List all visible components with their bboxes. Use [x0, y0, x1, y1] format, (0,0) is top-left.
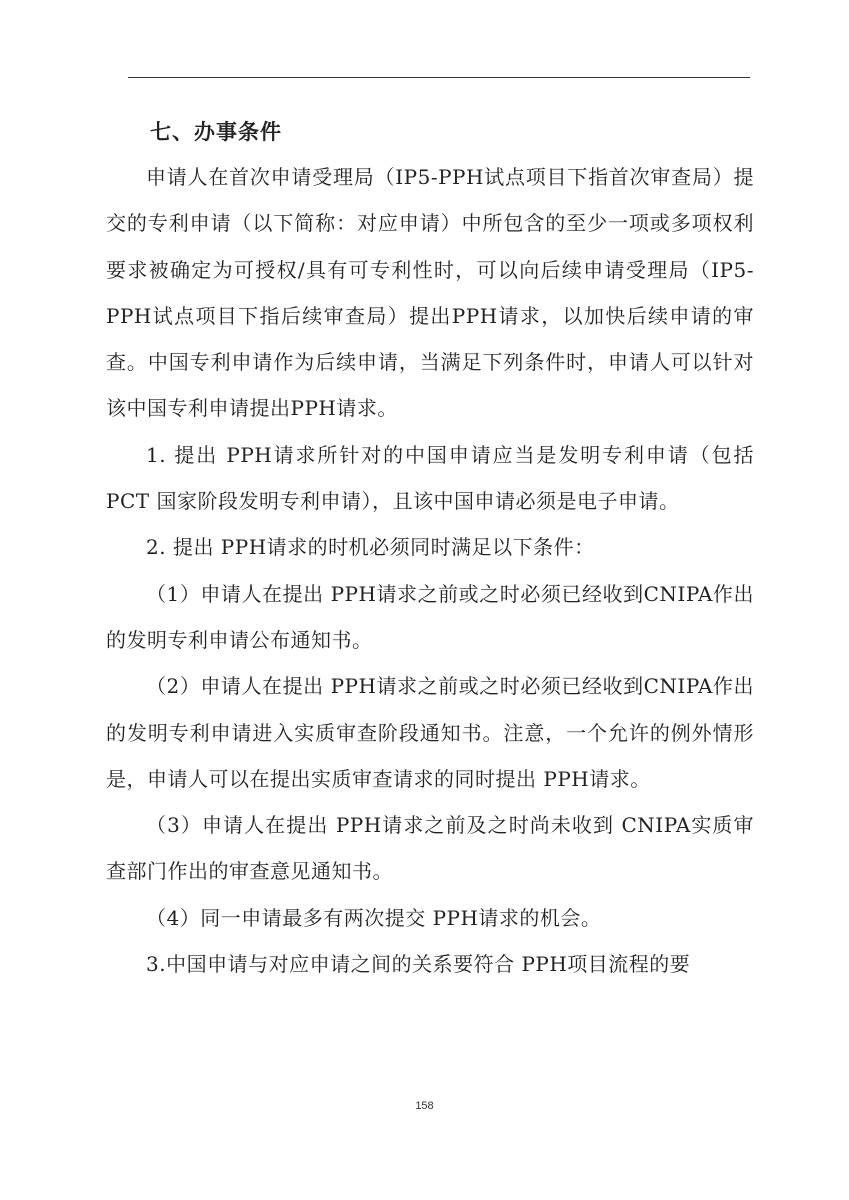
- document-body: [106, 154, 754, 987]
- paragraph-item-2-1: （1）申请人在提出 PPH请求之前或之时必须已经收到CNIPA作出的发明专利申请公布通知书。: [106, 581, 754, 652]
- paragraph-item-1: 1. 提出 PPH请求所针对的中国申请应当是发明专利申请（包括 PCT 国家阶段发明专利申请），且该中国申请必须是电子申请。: [106, 442, 754, 514]
- paragraph-item-2-4: （4）同一申请最多有两次提交 PPH请求的机会。: [146, 905, 602, 930]
- paragraph-item-3: 3.中国申请与对应申请之间的关系要符合 PPH项目流程的要: [146, 952, 691, 977]
- section-title: 七、办事条件: [150, 120, 282, 144]
- paragraph-item-2: 2. 提出 PPH请求的时机必须同时满足以下条件：: [146, 535, 595, 560]
- paragraph-item-2-3: （3）申请人在提出 PPH请求之前及之时尚未收到 CNIPA实质审查部门作出的审查意见通知书。: [106, 813, 754, 884]
- page-number: 158: [415, 1100, 434, 1112]
- paragraph-intro: 申请人在首次申请受理局（IP5-PPH试点项目下指首次审查局）提交的专利申请（以下简称：对应申请）中所包含的至少一项或多项权利要求被确定为可授权/具有可专利性时，可以向后续申请受理局（IP5-PPH试点项目下指后续审查局）提出PPH请求，以加快后续申请的审查。中国专利申请作为后续申请，当满足下列条件时，申请人可以针对该中国专利申请提出PPH请求。: [106, 165, 754, 421]
- paragraph-item-2-2: （2）申请人在提出 PPH请求之前或之时必须已经收到CNIPA作出的发明专利申请进入实质审查阶段通知书。注意，一个允许的例外情形是，申请人可以在提出实质审查请求的同时提出 PPH请求。: [106, 674, 754, 791]
- header-rule: [128, 77, 750, 78]
